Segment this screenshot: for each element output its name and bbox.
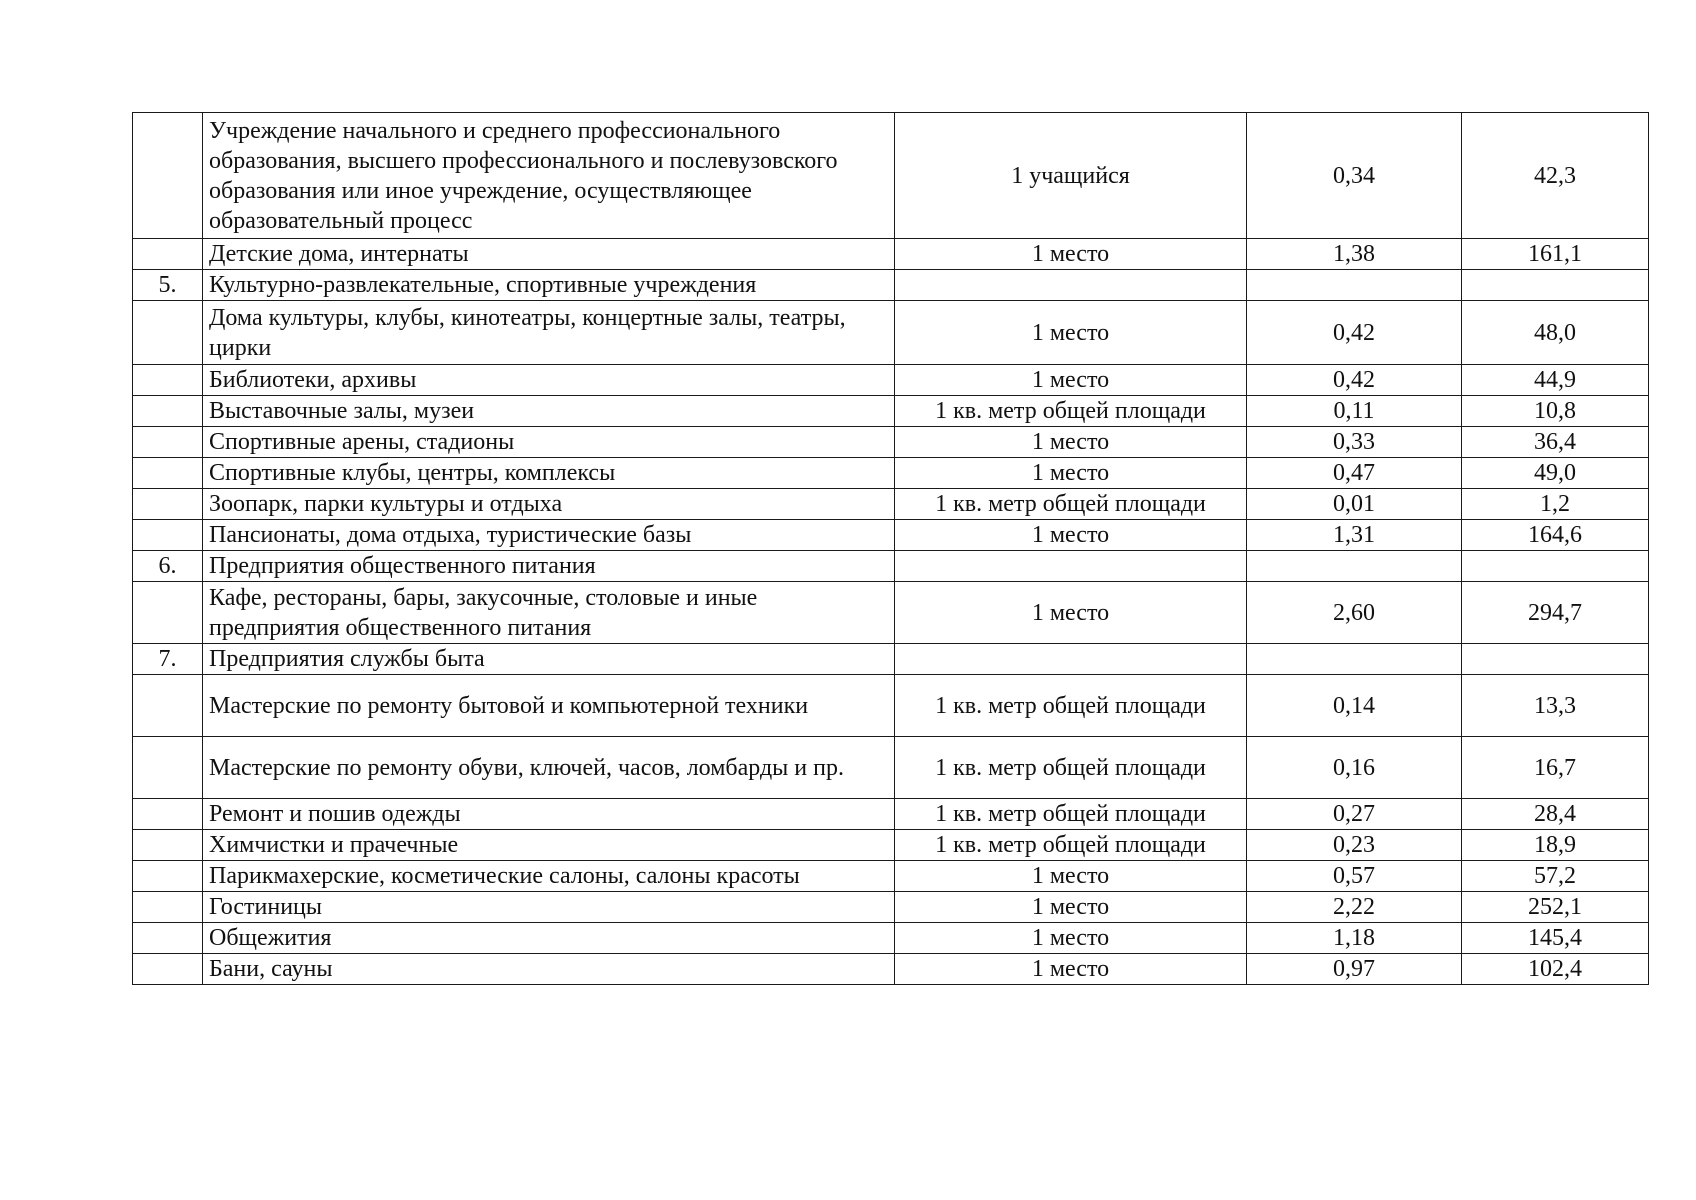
row-number bbox=[133, 458, 203, 489]
row-name: Детские дома, интернаты bbox=[203, 239, 895, 270]
row-value-2 bbox=[1462, 551, 1649, 582]
row-value-1: 0,27 bbox=[1247, 799, 1462, 830]
row-value-2: 13,3 bbox=[1462, 675, 1649, 737]
row-number bbox=[133, 861, 203, 892]
row-name: Культурно-развлекательные, спортивные учреждения bbox=[203, 270, 895, 301]
row-value-2: 48,0 bbox=[1462, 301, 1649, 365]
row-name: Химчистки и прачечные bbox=[203, 830, 895, 861]
table-row bbox=[133, 675, 1649, 737]
row-value-2: 18,9 bbox=[1462, 830, 1649, 861]
row-number: 7. bbox=[133, 644, 203, 675]
table-row bbox=[133, 582, 1649, 644]
row-number bbox=[133, 365, 203, 396]
row-name: Пансионаты, дома отдыха, туристические базы bbox=[203, 520, 895, 551]
row-name: Учреждение начального и среднего профессионального образования, высшего профессионального и послевузовского образования или иное учреждение, осуществляющее образовательный процесс bbox=[203, 113, 895, 239]
row-value-2: 145,4 bbox=[1462, 923, 1649, 954]
row-value-2 bbox=[1462, 270, 1649, 301]
row-unit: 1 кв. метр общей площади bbox=[895, 799, 1247, 830]
table-row bbox=[133, 551, 1649, 582]
row-value-2: 44,9 bbox=[1462, 365, 1649, 396]
row-name: Спортивные арены, стадионы bbox=[203, 427, 895, 458]
table-row bbox=[133, 365, 1649, 396]
table-row bbox=[133, 892, 1649, 923]
row-unit: 1 кв. метр общей площади bbox=[895, 489, 1247, 520]
row-number bbox=[133, 520, 203, 551]
row-name: Мастерские по ремонту бытовой и компьютерной техники bbox=[203, 675, 895, 737]
row-unit: 1 место bbox=[895, 861, 1247, 892]
row-number bbox=[133, 737, 203, 799]
row-value-2: 161,1 bbox=[1462, 239, 1649, 270]
row-number: 5. bbox=[133, 270, 203, 301]
row-value-1: 1,18 bbox=[1247, 923, 1462, 954]
table-row bbox=[133, 396, 1649, 427]
row-unit: 1 место bbox=[895, 582, 1247, 644]
row-value-1: 0,23 bbox=[1247, 830, 1462, 861]
table-row bbox=[133, 830, 1649, 861]
row-unit: 1 кв. метр общей площади bbox=[895, 737, 1247, 799]
row-unit: 1 место bbox=[895, 923, 1247, 954]
row-unit: 1 место bbox=[895, 427, 1247, 458]
row-name: Парикмахерские, косметические салоны, салоны красоты bbox=[203, 861, 895, 892]
row-number bbox=[133, 830, 203, 861]
row-name: Спортивные клубы, центры, комплексы bbox=[203, 458, 895, 489]
row-unit: 1 место bbox=[895, 365, 1247, 396]
row-value-2: 42,3 bbox=[1462, 113, 1649, 239]
row-value-2: 1,2 bbox=[1462, 489, 1649, 520]
table-row bbox=[133, 954, 1649, 985]
table-row bbox=[133, 923, 1649, 954]
norms-table bbox=[132, 112, 1649, 985]
table-row bbox=[133, 861, 1649, 892]
row-unit: 1 кв. метр общей площади bbox=[895, 675, 1247, 737]
row-unit: 1 место bbox=[895, 239, 1247, 270]
row-name: Бани, сауны bbox=[203, 954, 895, 985]
row-value-2: 49,0 bbox=[1462, 458, 1649, 489]
table-row bbox=[133, 427, 1649, 458]
row-number bbox=[133, 239, 203, 270]
row-value-1: 0,33 bbox=[1247, 427, 1462, 458]
row-unit: 1 кв. метр общей площади bbox=[895, 830, 1247, 861]
row-unit: 1 кв. метр общей площади bbox=[895, 396, 1247, 427]
table-row bbox=[133, 270, 1649, 301]
row-value-2: 10,8 bbox=[1462, 396, 1649, 427]
row-value-1 bbox=[1247, 644, 1462, 675]
row-name: Кафе, рестораны, бары, закусочные, столовые и иные предприятия общественного питания bbox=[203, 582, 895, 644]
row-name: Библиотеки, архивы bbox=[203, 365, 895, 396]
row-value-2: 16,7 bbox=[1462, 737, 1649, 799]
row-unit: 1 место bbox=[895, 954, 1247, 985]
row-value-1: 0,14 bbox=[1247, 675, 1462, 737]
row-name: Ремонт и пошив одежды bbox=[203, 799, 895, 830]
row-unit: 1 учащийся bbox=[895, 113, 1247, 239]
row-name: Предприятия службы быта bbox=[203, 644, 895, 675]
row-value-1: 0,34 bbox=[1247, 113, 1462, 239]
row-name: Дома культуры, клубы, кинотеатры, концертные залы, театры, цирки bbox=[203, 301, 895, 365]
row-value-1: 1,38 bbox=[1247, 239, 1462, 270]
row-value-1: 0,97 bbox=[1247, 954, 1462, 985]
row-unit bbox=[895, 270, 1247, 301]
table-row bbox=[133, 799, 1649, 830]
row-unit: 1 место bbox=[895, 458, 1247, 489]
row-unit: 1 место bbox=[895, 301, 1247, 365]
table-row bbox=[133, 239, 1649, 270]
table-row bbox=[133, 520, 1649, 551]
row-value-1: 1,31 bbox=[1247, 520, 1462, 551]
row-number bbox=[133, 301, 203, 365]
row-value-1: 0,16 bbox=[1247, 737, 1462, 799]
row-unit: 1 место bbox=[895, 892, 1247, 923]
row-value-1: 2,22 bbox=[1247, 892, 1462, 923]
row-unit: 1 место bbox=[895, 520, 1247, 551]
row-number bbox=[133, 892, 203, 923]
row-value-1 bbox=[1247, 551, 1462, 582]
table-row bbox=[133, 737, 1649, 799]
row-value-2: 102,4 bbox=[1462, 954, 1649, 985]
row-value-1: 0,01 bbox=[1247, 489, 1462, 520]
row-name: Общежития bbox=[203, 923, 895, 954]
row-number bbox=[133, 923, 203, 954]
row-unit bbox=[895, 644, 1247, 675]
table-row bbox=[133, 489, 1649, 520]
row-value-1: 2,60 bbox=[1247, 582, 1462, 644]
row-name: Выставочные залы, музеи bbox=[203, 396, 895, 427]
row-value-2 bbox=[1462, 644, 1649, 675]
row-name: Гостиницы bbox=[203, 892, 895, 923]
row-number bbox=[133, 954, 203, 985]
row-number bbox=[133, 427, 203, 458]
table-row bbox=[133, 301, 1649, 365]
row-value-2: 36,4 bbox=[1462, 427, 1649, 458]
row-value-2: 294,7 bbox=[1462, 582, 1649, 644]
row-number bbox=[133, 675, 203, 737]
table-row bbox=[133, 458, 1649, 489]
row-value-1: 0,11 bbox=[1247, 396, 1462, 427]
row-value-1: 0,42 bbox=[1247, 301, 1462, 365]
row-value-1: 0,57 bbox=[1247, 861, 1462, 892]
row-number bbox=[133, 582, 203, 644]
norms-table-body bbox=[133, 113, 1649, 985]
row-value-2: 252,1 bbox=[1462, 892, 1649, 923]
row-value-1 bbox=[1247, 270, 1462, 301]
row-number bbox=[133, 489, 203, 520]
row-value-2: 57,2 bbox=[1462, 861, 1649, 892]
table-row bbox=[133, 113, 1649, 239]
row-number bbox=[133, 799, 203, 830]
row-number bbox=[133, 396, 203, 427]
table-row bbox=[133, 644, 1649, 675]
row-name: Предприятия общественного питания bbox=[203, 551, 895, 582]
row-value-2: 28,4 bbox=[1462, 799, 1649, 830]
row-number: 6. bbox=[133, 551, 203, 582]
row-name: Зоопарк, парки культуры и отдыха bbox=[203, 489, 895, 520]
row-number bbox=[133, 113, 203, 239]
row-value-1: 0,47 bbox=[1247, 458, 1462, 489]
row-value-1: 0,42 bbox=[1247, 365, 1462, 396]
row-name: Мастерские по ремонту обуви, ключей, часов, ломбарды и пр. bbox=[203, 737, 895, 799]
row-unit bbox=[895, 551, 1247, 582]
row-value-2: 164,6 bbox=[1462, 520, 1649, 551]
